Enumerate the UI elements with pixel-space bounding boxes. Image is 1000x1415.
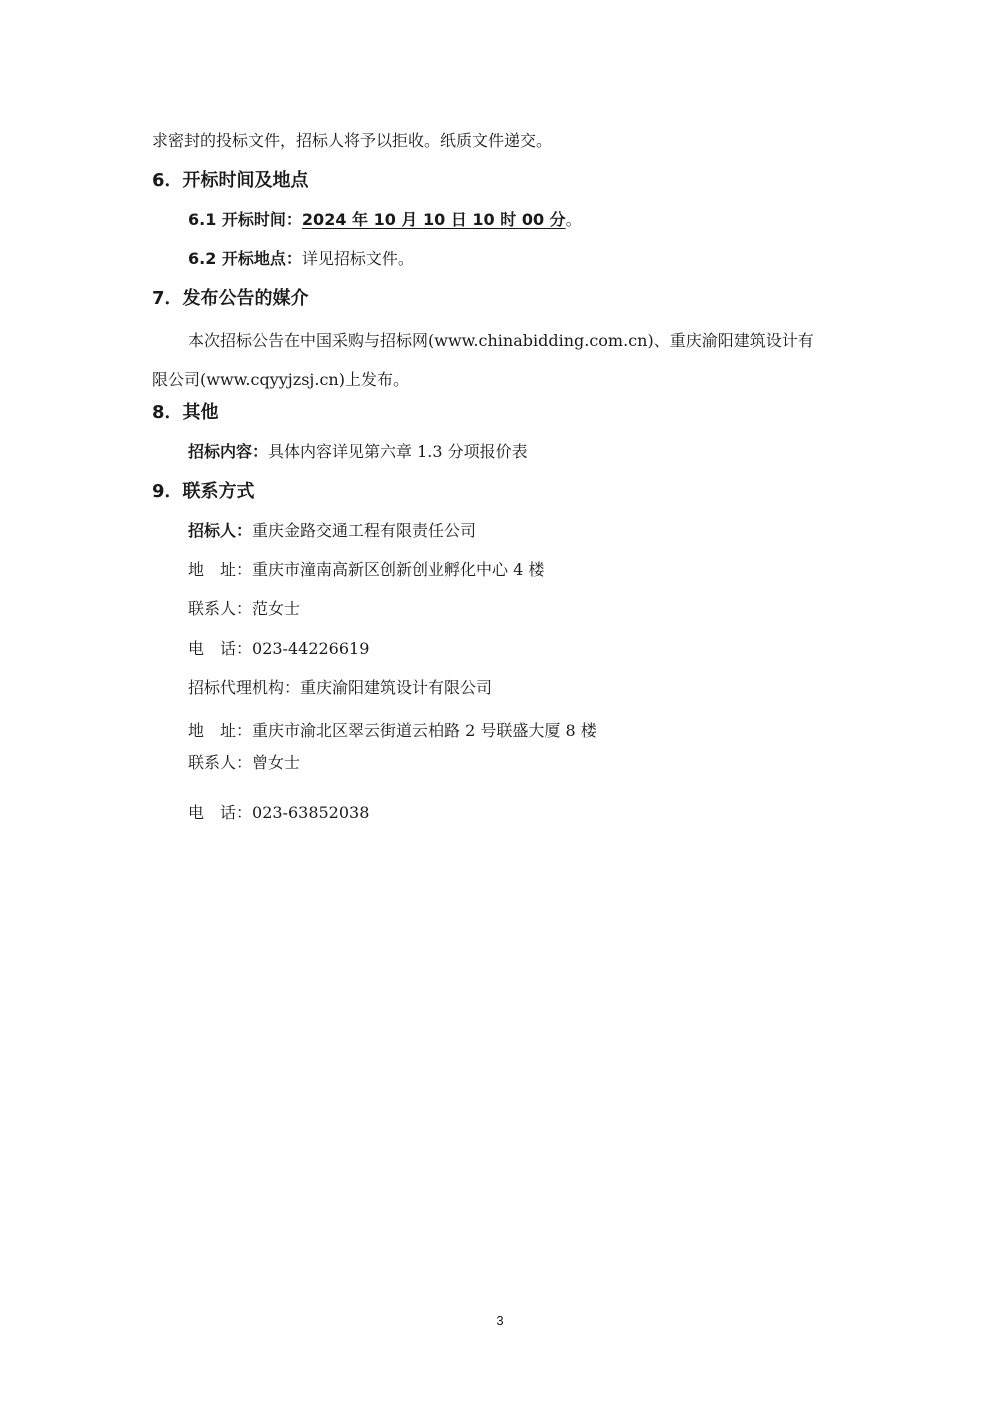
tenderer-phone-label: 电 话： bbox=[188, 639, 253, 658]
tenderer-contact-label: 联系人： bbox=[188, 599, 253, 618]
tender-content-label: 招标内容： bbox=[188, 442, 269, 461]
tenderer-name: 重庆金路交通工程有限责任公司 bbox=[252, 521, 477, 540]
agent-phone-label: 电 话： bbox=[188, 803, 253, 822]
agent-address: 重庆市渝北区翠云街道云柏路 2 号联盛大厦 8 楼 bbox=[252, 721, 597, 740]
tenderer-phone: 023-44226619 bbox=[252, 639, 370, 658]
opening-time-label: 6.1 开标时间： bbox=[188, 210, 302, 229]
agent-name: 重庆渝阳建筑设计有限公司 bbox=[300, 678, 493, 697]
opening-place-line bbox=[188, 249, 414, 269]
tenderer-contact-line bbox=[188, 599, 300, 619]
tenderer-contact: 范女士 bbox=[252, 599, 301, 618]
agent-contact: 曾女士 bbox=[252, 753, 301, 772]
tender-content-line bbox=[188, 442, 528, 462]
media-line-1: 本次招标公告在中国采购与招标网(www.chinabidding.com.cn)、重庆渝阳建筑设计有 bbox=[188, 331, 814, 350]
opening-place-value: 详见招标文件。 bbox=[301, 249, 414, 268]
agent-address-line bbox=[188, 721, 597, 741]
section-9-heading: 9．联系方式 bbox=[152, 481, 255, 502]
agent-phone-line bbox=[188, 803, 369, 823]
opening-time-line bbox=[188, 210, 582, 230]
tenderer-phone-line bbox=[188, 639, 369, 659]
tender-content-value: 具体内容详见第六章 1.3 分项报价表 bbox=[268, 442, 528, 461]
page-number: 3 bbox=[496, 1313, 504, 1328]
section-7-heading: 7．发布公告的媒介 bbox=[152, 288, 309, 309]
tenderer-address-label: 地 址： bbox=[188, 560, 253, 579]
section-8-heading: 8．其他 bbox=[152, 402, 219, 423]
opening-place-label: 6.2 开标地点： bbox=[188, 249, 302, 268]
agent-address-label: 地 址： bbox=[188, 721, 253, 740]
tenderer-line bbox=[188, 521, 476, 541]
section-6-heading: 6．开标时间及地点 bbox=[152, 170, 309, 191]
tenderer-address-line bbox=[188, 560, 544, 580]
agent-label: 招标代理机构： bbox=[188, 678, 301, 697]
tenderer-address: 重庆市潼南高新区创新创业孵化中心 4 楼 bbox=[252, 560, 545, 579]
agent-line bbox=[188, 678, 492, 698]
opening-time-end: 。 bbox=[565, 210, 582, 229]
media-line-2: 限公司(www.cqyyjzsj.cn)上发布。 bbox=[152, 370, 409, 389]
tenderer-label: 招标人： bbox=[188, 521, 253, 540]
agent-phone: 023-63852038 bbox=[252, 803, 370, 822]
agent-contact-line bbox=[188, 753, 300, 773]
opening-time-value: 2024 年 10 月 10 日 10 时 00 分 bbox=[301, 210, 566, 229]
agent-contact-label: 联系人： bbox=[188, 753, 253, 772]
paragraph-continuation: 求密封的投标文件，招标人将予以拒收。纸质文件递交。 bbox=[152, 131, 553, 150]
